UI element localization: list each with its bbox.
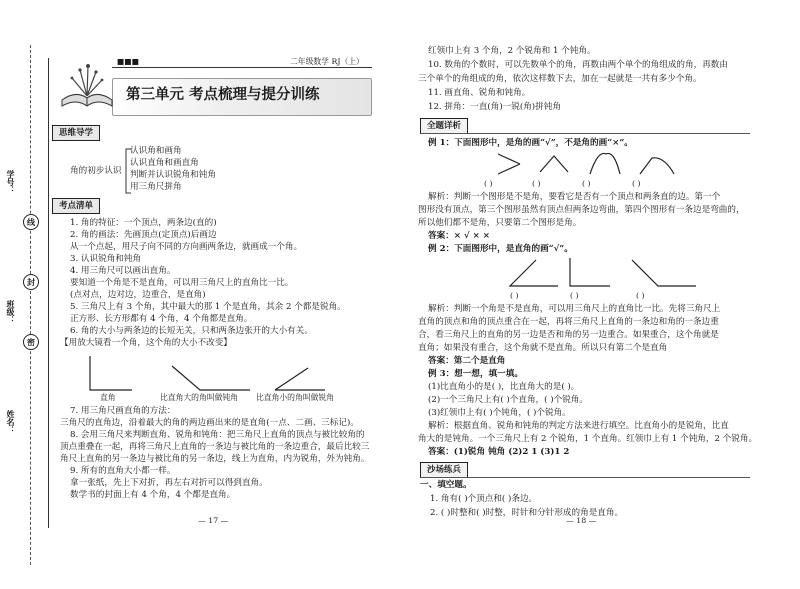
example-3-question: 例 3：想一想，填一填。 — [428, 369, 523, 379]
obtuse-angle-caption: 比直角大的角叫做钝角 — [160, 393, 238, 402]
answer-paren: ( ) — [636, 291, 645, 300]
left-binding-line — [30, 45, 31, 565]
example-3-answer: 答案：(1)锐角 钝角 (2)2 1 (3)1 2 — [428, 447, 570, 457]
student-number-label: 学号： — [6, 170, 16, 194]
key-point-line: 要知道一个角是不是直角，可以用三角尺上的直角比一比。 — [70, 278, 294, 288]
unit-title: 第三单元 考点梳理与提分训练 — [126, 86, 320, 103]
class-label: 班级： — [6, 300, 16, 324]
page-number-left: — 17 — — [198, 516, 229, 525]
analysis-line: 所以他们都不是角，只要第二个图形是角。 — [418, 218, 582, 228]
question-1: 1. 角有( )个顶点和( )条边。 — [430, 494, 538, 504]
section-key-points: 考点清单 — [52, 198, 100, 214]
analysis-line: 图形没有顶点，第三个图形虽然有顶点但两条边弯曲，第四个图形有一条边是弯曲的， — [418, 205, 745, 215]
analysis-line: 解析：判断一个角是不是直角，可以用三角尺上的直角比一比。先将三角尺上 — [428, 304, 721, 314]
key-point-line: 拿一张纸，先上下对折，再左右对折可以得到直角。 — [70, 478, 268, 488]
key-point-line: 2. 角的画法：先画顶点(定顶点)后画边 — [70, 230, 217, 240]
right-line: 红领巾上有 3 个角，2 个锐角和 1 个钝角。 — [428, 46, 596, 56]
key-point-line: 1. 角的特征：一个顶点，两条边(直的) — [70, 218, 217, 228]
header-rule — [112, 67, 372, 68]
section-mind-guide: 思维导学 — [52, 125, 100, 141]
key-point-line: 三角尺的直角边，沿着最大的角的两边画出来的是直角(一点、二画、三标记)。 — [60, 418, 359, 428]
name-label: 姓名： — [6, 410, 16, 434]
analysis-line: 直角的顶点和角的顶点重合在一起，再将三角尺上直角的一条边和角的一条边重 — [418, 317, 719, 327]
seal-seal-mark: 封 — [23, 274, 39, 290]
key-point-line: 正方形、长方形都有 4 个角，4 个角都是直角。 — [70, 314, 253, 324]
right-line: 11. 画直角、锐角和钝角。 — [428, 88, 531, 98]
mind-item: 用三角尺拼角 — [130, 182, 182, 192]
example-1-question: 例 1：下面图形中，是角的画“√”，不是角的画“×”。 — [428, 138, 633, 148]
angle-illustrations — [60, 354, 370, 396]
key-point-line: 顶点重叠在一起，再将三角尺上直角的一条边与被比角的一条边重合，最后比较三 — [60, 442, 370, 452]
mind-item: 认识角和画角 — [130, 146, 182, 156]
key-point-line: 7. 用三角尺画直角的方法： — [70, 406, 176, 416]
example-3-item: (3)红领巾上有( )个钝角，( )个锐角。 — [428, 408, 571, 418]
figure-2 — [540, 156, 568, 172]
figure-b — [570, 258, 610, 286]
right-angle-caption: 直角 — [100, 393, 116, 402]
example-3-item: (1)比直角小的是( )，比直角大的是( )。 — [428, 382, 580, 392]
answer-paren: ( ) — [510, 291, 519, 300]
right-angle-figure — [90, 356, 132, 390]
key-point-line: 从一个点起，用尺子向不同的方向画两条边，就画成一个角。 — [70, 242, 303, 252]
mind-root: 角的初步认识 — [70, 166, 122, 176]
key-point-line: 数学书的封面上有 4 个角，4 个都是直角。 — [70, 490, 236, 500]
figure-1 — [498, 154, 520, 174]
answer-paren: ( ) — [570, 291, 579, 300]
analysis-line: 角大的是钝角。一个三角尺上有 2 个锐角，1 个直角。红领巾上有 1 个钝角，2 个锐角。 — [418, 434, 758, 444]
section-rule — [420, 133, 750, 134]
example-2-question: 例 2：下面图形中，是直角的画“√”。 — [428, 244, 573, 254]
analysis-line: 直角；如果没有重合，这个角就不是直角。所以只有第二个是直角 — [418, 343, 668, 353]
key-point-line: 3. 认识锐角和钝角 — [70, 254, 142, 264]
section-rule — [420, 477, 750, 478]
right-line: 三个单个的角组成的角，依次这样数下去，加在一起就是一共有多少个角。 — [418, 74, 702, 84]
example-1-figures — [490, 150, 680, 178]
seal-secret-mark: 密 — [23, 334, 39, 350]
figure-c — [632, 260, 696, 286]
key-point-line: 角尺上直角的另一条边与被比角的另一条边，线上为直角，内为锐角，外为钝角。 — [60, 454, 370, 464]
example-3-item: (2)一个三角尺上有( )个直角，( )个锐角。 — [428, 395, 588, 405]
key-point-line: 8. 会用三角尺来判断直角、锐角和钝角：把三角尺上直角的顶点与被比较角的 — [70, 430, 365, 440]
mind-item: 认识直角和画直角 — [130, 158, 199, 168]
analysis-line: 合，看三角尺上的直角的另一边是否和角的另一边重合。如果重合，这个角就是 — [418, 330, 719, 340]
analysis-line: 解析：根据直角、锐角和钝角的判定方法来进行填空。比直角小的是锐角，比直 — [428, 421, 729, 431]
answer-paren: ( ) — [484, 179, 493, 188]
header-dots: ■■■ — [117, 57, 140, 66]
acute-angle-figure — [275, 368, 325, 390]
book-illustration-icon — [58, 60, 116, 112]
answer-paren: ( ) — [632, 179, 641, 188]
figure-a — [510, 260, 558, 286]
analysis-line: 解析：判断一个图形是不是角，要看它是否有一个顶点和两条直的边。第一个 — [428, 192, 721, 202]
section-full-analysis: 全题详析 — [420, 118, 468, 134]
obtuse-angle-figure — [172, 366, 250, 390]
question-2: 2. ( )时整和( )时整，时针和分针形成的角是直角。 — [430, 508, 624, 518]
example-2-answer: 答案：第二个是直角 — [428, 356, 506, 366]
seal-line-mark: 线 — [23, 214, 39, 230]
acute-angle-caption: 比直角小的角叫做锐角 — [256, 393, 334, 402]
key-point-line: 【用放大镜看一个角，这个角的大小不改变】 — [60, 338, 232, 348]
figure-4 — [640, 158, 674, 174]
mind-item: 判断并认识锐角和钝角 — [130, 170, 216, 180]
key-point-line: 9. 所有的直角大小都一样。 — [70, 466, 176, 476]
figure-3 — [590, 153, 620, 174]
key-point-line: 4. 用三角尺可以画出直角。 — [70, 266, 176, 276]
example-2-figures — [500, 256, 700, 290]
example-1-answer: 答案：× √ × × — [428, 231, 491, 241]
key-point-line: (点对点，边对边，边重合，是直角) — [70, 290, 206, 300]
right-line: 10. 数角的个数时，可以先数单个的角，再数由两个单个的角组成的角，再数由 — [428, 60, 728, 70]
key-point-line: 5. 三角尺上有 3 个角，其中最大的那 1 个是直角，其余 2 个都是锐角。 — [70, 302, 346, 312]
header-grade: 二年级数学 RJ（上） — [290, 57, 364, 66]
answer-paren: ( ) — [582, 179, 591, 188]
part-fill-in: 一、填空题。 — [420, 480, 472, 490]
section-practice: 沙场练兵 — [420, 462, 468, 478]
right-line: 12. 拼角：一直(角)一锐(角)拼钝角 — [428, 102, 561, 112]
page-number-right: — 18 — — [566, 516, 597, 525]
answer-paren: ( ) — [532, 179, 541, 188]
key-point-line: 6. 角的大小与两条边的长短无关，只和两条边张开的大小有关。 — [70, 326, 313, 336]
